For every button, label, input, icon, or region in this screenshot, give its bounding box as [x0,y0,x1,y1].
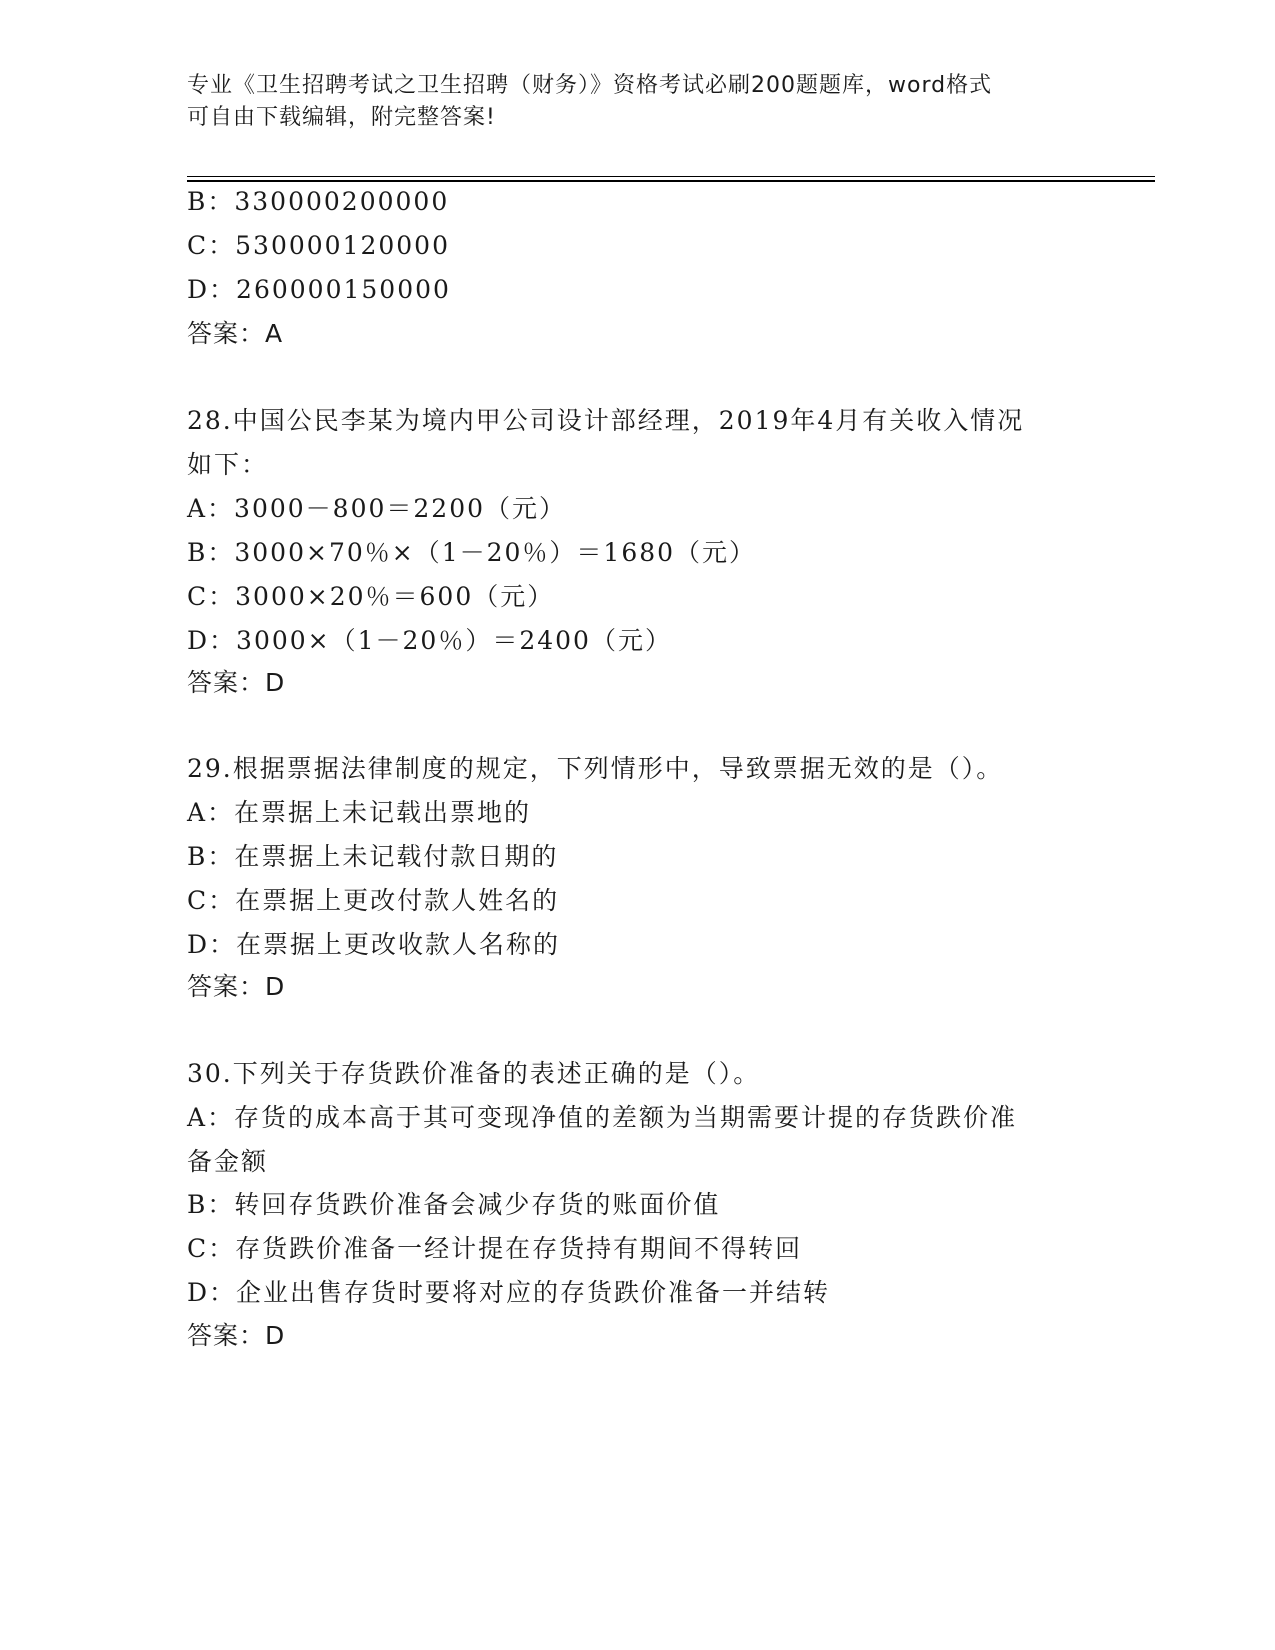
q27-option-b: B：330000200000 [187,187,450,216]
q28-option-c: C：3000×20％＝600（元） [187,582,555,611]
q30-option-b: B：转回存货跌价准备会减少存货的账面价值 [187,1190,721,1219]
document-header [187,70,1087,134]
header-divider-thin [187,176,1155,177]
q29-option-b: B：在票据上未记载付款日期的 [187,842,559,871]
header-line-2: 可自由下载编辑，附完整答案! [187,105,496,130]
q28-option-b: B：3000×70％×（1－20％）＝1680（元） [187,538,757,567]
q28-option-d: D：3000×（1－20％）＝2400（元） [187,626,672,655]
q30-option-c: C：存货跌价准备一经计提在存货持有期间不得转回 [187,1234,803,1263]
q30-option-d: D：企业出售存货时要将对应的存货跌价准备一并结转 [187,1278,831,1307]
q28-stem-line-2: 如下： [187,450,269,479]
header-line-1: 专业《卫生招聘考试之卫生招聘（财务）》资格考试必刷200题题库，word格式 [187,73,993,98]
q27-option-c: C：530000120000 [187,231,450,260]
q27-option-d: D：260000150000 [187,275,451,304]
q30-option-a-line-2: 备金额 [187,1147,269,1176]
q29-option-a: A：在票据上未记载出票地的 [187,798,532,827]
q29-option-c: C：在票据上更改付款人姓名的 [187,886,560,915]
header-divider-thick [187,180,1155,182]
q30-answer: 答案：D [187,1321,286,1350]
q30-stem: 30.下列关于存货跌价准备的表述正确的是（）。 [187,1059,761,1088]
q29-stem: 29.根据票据法律制度的规定，下列情形中，导致票据无效的是（）。 [187,754,1004,783]
q28-answer: 答案：D [187,668,286,697]
q28-stem-line-1: 28.中国公民李某为境内甲公司设计部经理，2019年4月有关收入情况 [187,406,1025,435]
q28-option-a: A：3000－800＝2200（元） [187,494,567,523]
q29-option-d: D：在票据上更改收款人名称的 [187,930,561,959]
q27-answer: 答案：A [187,319,284,348]
q30-option-a-line-1: A：存货的成本高于其可变现净值的差额为当期需要计提的存货跌价准 [187,1103,1018,1132]
q29-answer: 答案：D [187,972,286,1001]
